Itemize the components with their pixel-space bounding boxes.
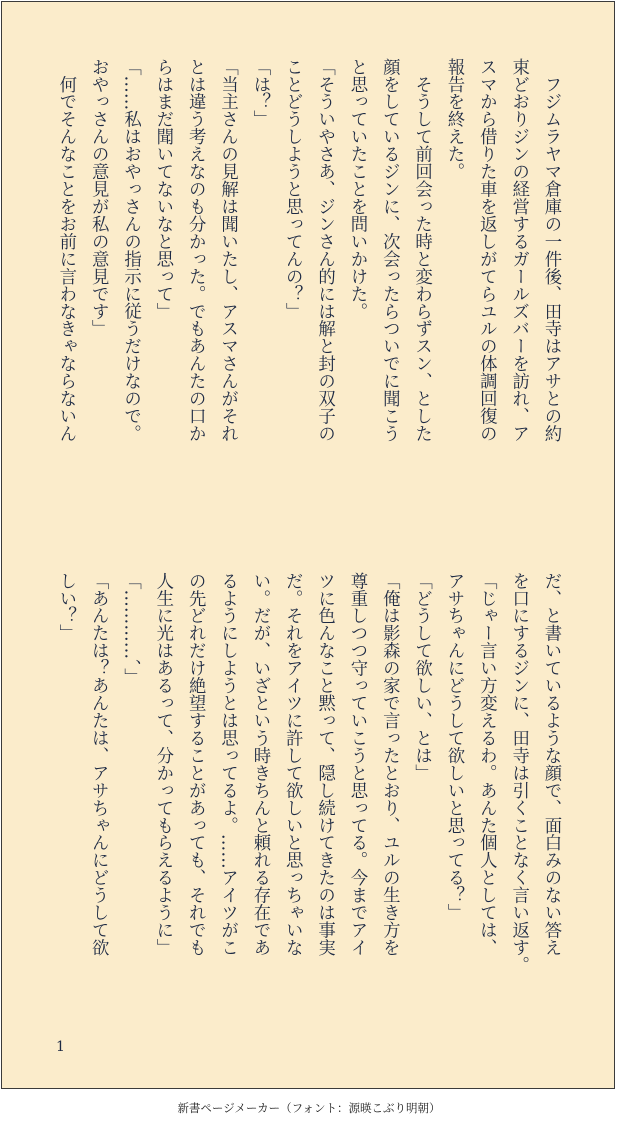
text-line: の先どれだけ絶望することがあっても、それでも: [185, 572, 206, 957]
text-line: と思っていたことを問いかけた。: [346, 58, 367, 320]
text-line: るようにしようとは思ってるよ。……アイツがこ: [217, 572, 238, 957]
text-line: フジムラヤマ倉庫の一件後、田寺はアサとの約: [541, 58, 561, 443]
text-line: 人生に光はあるって、分かってもらえるように」: [152, 572, 173, 957]
footer-caption: 新書ページメーカー（フォント：源暎こぶり明朝）: [177, 1101, 441, 1115]
text-line: らはまだ聞いてないなと思って」: [152, 58, 173, 320]
text-line: い。だが、いざという時きちんと頼れる存在であ: [249, 572, 270, 957]
text-line: を口にするジンに、田寺は引くことなく言い返す。: [508, 572, 529, 974]
text-line: そうして前回会った時と変わらずスン、とした: [411, 58, 432, 443]
text-line: 「そういやさあ、ジンさん的には解と封の双子の: [314, 58, 335, 443]
text-line: とは違う考えなのも分かった。でもあんたの口か: [185, 58, 206, 443]
text-line: だ。それをアイツに許して欲しいと思っちゃいな: [282, 572, 303, 957]
text-line: ツに色んなこと黙って、隠し続けてきたのは事実: [314, 572, 335, 957]
text-block-top: [50, 58, 568, 528]
page-number: 1: [56, 1039, 65, 1055]
text-line: アサちゃんにどうして欲しいと思ってる？」: [443, 572, 464, 922]
text-line: だ、と書いているような顔で、面白みのない答え: [541, 572, 561, 957]
text-block-bottom: [50, 572, 568, 1042]
text-line: 顔をしているジンに、次会ったらついでに聞こう: [379, 58, 400, 443]
text-line: ことどうしようと思ってんの？」: [282, 58, 303, 320]
text-line: 「どうして欲しい、とは」: [411, 572, 432, 782]
text-line: 「……私はおやっさんの指示に従うだけなので。: [120, 58, 141, 443]
text-line: 「じゃー言い方変えるわ。あんた個人としては、: [476, 572, 497, 957]
text-line: 「あんたは？あんたは、アサちゃんにどうして欲: [88, 572, 109, 957]
text-line: 束どおりジンの経営するガールズバーを訪れ、ア: [508, 58, 529, 443]
text-line: 「は？」: [249, 58, 270, 128]
text-line: 「当主さんの見解は聞いたし、アスマさんがそれ: [217, 58, 238, 443]
text-line: 尊重しつつ守っていこうと思ってる。今までアイ: [346, 572, 367, 957]
text-line: おやっさんの意見が私の意見です」: [88, 58, 109, 338]
book-page: [1, 1, 615, 1089]
text-line: 報告を終えた。: [443, 58, 464, 181]
text-line: 「…………、」: [120, 572, 141, 686]
text-line: 何でそんなことをお前に言わなきゃならないん: [55, 58, 76, 443]
text-line: 「俺は影森の家で言ったとおり、ユルの生き方を: [379, 572, 400, 957]
text-line: スマから借りた車を返しがてらユルの体調回復の: [476, 58, 497, 443]
text-line: しい？」: [55, 572, 76, 642]
